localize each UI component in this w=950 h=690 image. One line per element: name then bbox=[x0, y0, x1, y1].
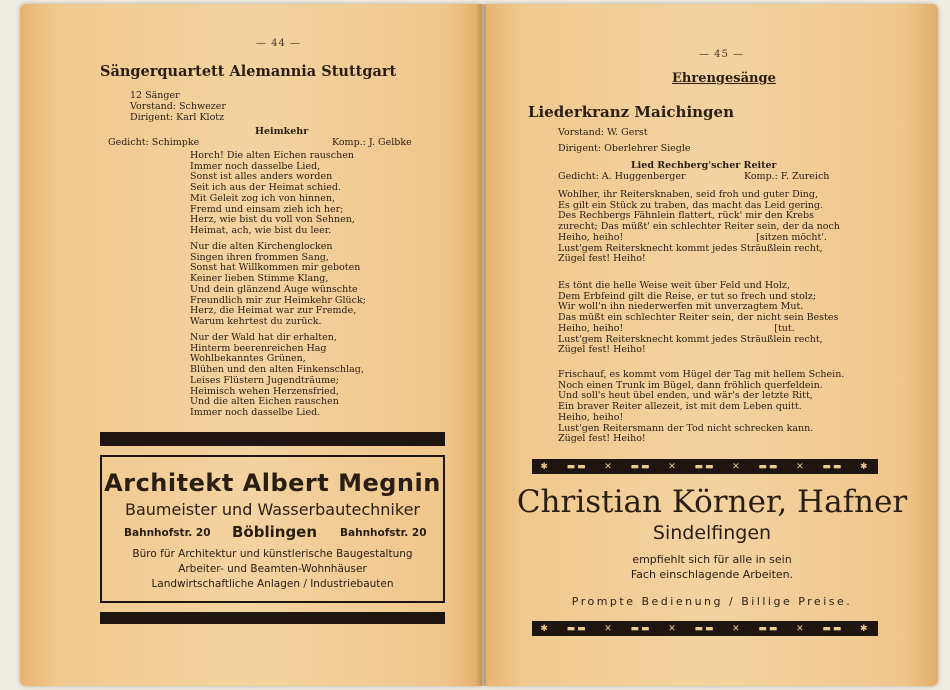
conductor-right: Dirigent: Oberlehrer Siegle bbox=[558, 143, 691, 154]
song-title-left: Heimkehr bbox=[255, 126, 309, 137]
choir-title-right: Liederkranz Maichingen bbox=[528, 103, 734, 121]
ad-koerner-tagline: Prompte Bedienung / Billige Preise. bbox=[571, 595, 853, 608]
ornament-border-bottom: ✱ ▬▬ ✕ ▬▬ ✕ ▬▬ ✕ ▬▬ ✕ ▬▬ ✱ bbox=[532, 621, 878, 636]
right-page bbox=[486, 4, 938, 686]
chairman-left: Vorstand: Schwezer bbox=[130, 101, 226, 112]
verse-left-3: Nur der Wald hat dir erhalten, Hinterm beerenreichen Hag Wohlbekanntes Grünen, Blühen und den alten Finkenschlag, Leises Flüstern Jugendträume; Heimisch wehen Herzensfried, Und die alten Eichen rauschen Immer noch dasselbe Lied. bbox=[190, 332, 364, 418]
poem-author-left: Gedicht: Schimpke bbox=[108, 137, 200, 148]
ad-megnin-line-3: Landwirtschaftliche Anlagen / Industriebauten bbox=[151, 578, 394, 590]
page-number-right: — 45 — bbox=[699, 49, 745, 60]
ad-top-bar bbox=[100, 432, 445, 446]
book-spread bbox=[20, 4, 938, 686]
verse-right-1: Wohlher, ihr Reitersknaben, seid froh und guter Ding, Es gilt ein Stück zu traben, das macht das Leid gering. Des Rechbergs Fähnlein flattert, rück' mir den Krebs zurecht; Das müßt' ein schlechter Reiter sein, der da noch Heiho, heiho! [sitzen möcht'. Lust'gem Reitersknecht kommt jedes Sträußlein recht, Zügel fest! Heiho! bbox=[558, 189, 840, 265]
ad-koerner-line-1: empfiehlt sich für alle in sein bbox=[632, 553, 792, 566]
ad-koerner-name: Christian Körner, Hafner bbox=[516, 484, 908, 520]
composer-right: Komp.: F. Zureich bbox=[744, 171, 830, 182]
ad-megnin-line-1: Büro für Architektur und künstlerische Baugestaltung bbox=[132, 548, 413, 560]
ad-koerner-line-2: Fach einschlagende Arbeiten. bbox=[630, 568, 794, 581]
ad-megnin-line-2: Arbeiter- und Beamten-Wohnhäuser bbox=[178, 563, 367, 575]
verse-right-2: Es tönt die helle Weise weit über Feld und Holz, Dem Erbfeind gilt die Reise, er tut so frech und stolz; Wir woll'n ihn niederwerfen mit unverzagtem Mut. Das müßt ein schlechter Reiter sein, der nicht sein Bestes Heiho, heiho! [tut. Lust'gem Reitersknecht kommt jedes Sträußlein recht, Zügel fest! Heiho! bbox=[558, 280, 839, 356]
ornament-border-top: ✱ ▬▬ ✕ ▬▬ ✕ ▬▬ ✕ ▬▬ ✕ ▬▬ ✱ bbox=[532, 459, 878, 474]
verse-left-2: Nur die alten Kirchenglocken Singen ihren frommen Sang, Sonst hat Willkommen mir geboten Keiner lieben Stimme Klang, Und dein glänzend Auge wünschte Freundlich mir zur Heimkehr Glück; Herz, die Heimat war zur Fremde, Warum kehrtest du zurück. bbox=[190, 241, 366, 327]
ad-megnin-profession: Baumeister und Wasserbautechniker bbox=[125, 500, 420, 519]
song-title-right: Lied Rechberg'scher Reiter bbox=[631, 160, 777, 171]
ad-megnin-name: Architekt Albert Megnin bbox=[104, 469, 441, 497]
ad-megnin-street-left: Bahnhofstr. 20 bbox=[124, 527, 211, 539]
ad-megnin-street-right: Bahnhofstr. 20 bbox=[340, 527, 427, 539]
ad-koerner-city: Sindelfingen bbox=[652, 522, 772, 544]
composer-left: Komp.: J. Gelbke bbox=[332, 137, 412, 148]
conductor-left: Dirigent: Karl Klotz bbox=[130, 112, 225, 123]
verse-right-3: Frischauf, es kommt vom Hügel der Tag mit hellem Schein. Noch einen Trunk im Bügel, dann fröhlich querfeldein. Und soll's heut übel enden, und wär's der letzte Ritt, Ein braver Reiter allezeit, ist mit dem Leben quitt. Heiho, heiho! Lust'gen Reitersmann der Tod nicht schrecken kann. Zügel fest! Heiho! bbox=[558, 369, 845, 445]
section-heading: Ehrengesänge bbox=[672, 71, 776, 86]
choir-size: 12 Sänger bbox=[130, 90, 180, 101]
verse-left-1: Horch! Die alten Eichen rauschen Immer noch dasselbe Lied, Sonst ist alles anders worden Seit ich aus der Heimat schied. Mit Geleit zog ich von hinnen, Fremd und einsam zieh ich her; Herz, wie bist du voll von Sehnen, Heimat, ach, wie bist du leer. bbox=[190, 150, 355, 236]
ad-bottom-bar bbox=[100, 612, 445, 624]
ad-megnin bbox=[100, 455, 445, 603]
page-number-left: — 44 — bbox=[256, 38, 302, 49]
ad-megnin-city: Böblingen bbox=[232, 523, 318, 541]
choir-title-left: Sängerquartett Alemannia Stuttgart bbox=[100, 63, 397, 80]
poem-author-right: Gedicht: A. Huggenberger bbox=[558, 171, 686, 182]
left-page bbox=[20, 4, 482, 686]
chairman-right: Vorstand: W. Gerst bbox=[558, 127, 648, 138]
